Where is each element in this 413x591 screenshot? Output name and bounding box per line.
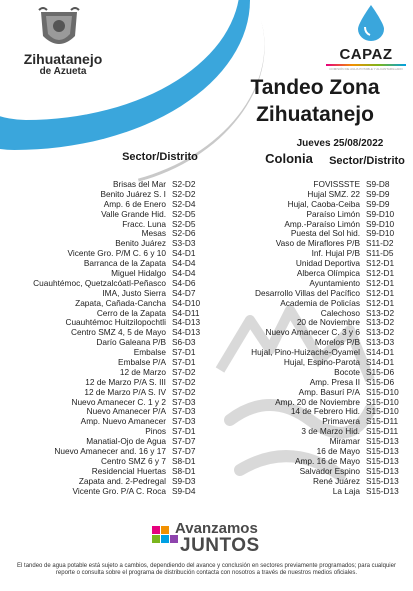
- footer-disclaimer: El tandeo de agua potable está sujeto a cambios, dependiendo del avance y conclusión en sectores previamente programados; para cualquier reporte o consulta sobre el programa de distribución contacta con nosotros a través de nuestros medios oficiales.: [17, 563, 396, 576]
- colonia-name: Nuevo Amanecer C. 1 y 2: [71, 396, 166, 407]
- sector-code: S4-D6: [172, 277, 196, 288]
- colonia-name: Barranca de la Zapata: [83, 258, 166, 269]
- colonia-name: Nuevo Amanecer P/A: [86, 406, 166, 417]
- colonia-name: Residencial Huertas: [91, 465, 166, 476]
- colonia-name: Zapata, Cañada-Cancha: [75, 297, 166, 308]
- colonia-name: FOVISSSTE: [313, 179, 360, 189]
- colonia-name: Bocote: [334, 366, 360, 377]
- avanzamos-text: Avanzamos: [175, 520, 258, 537]
- colonia-name: Alberca Olímpica: [296, 268, 360, 279]
- sector-code: S7-D1: [172, 357, 196, 368]
- colonia-name: Ayuntamiento: [309, 277, 360, 288]
- table-row: [0, 487, 166, 497]
- colonia-name: Cuauhtémoc, Quetzalcóatl-Peñasco: [33, 277, 166, 288]
- sector-code: S11-D2: [366, 238, 394, 249]
- colonia-name: Hujal, Espino-Parota: [283, 357, 360, 368]
- colonia-name: Vicente Gro. P/M C. 6 y 10: [67, 248, 166, 259]
- table-row: [0, 417, 166, 427]
- sector-code: S13-D2: [366, 327, 395, 338]
- sector-code: S8-D1: [172, 465, 196, 476]
- colonia-name: Centro SMZ 6 y 7: [100, 455, 166, 466]
- colonia-name: Nuevo Amanecer and. 16 y 17: [54, 446, 166, 457]
- sector-code: S7-D7: [172, 436, 196, 447]
- page-title-line2: Zihuatanejo: [256, 103, 374, 126]
- colonia-name: 3 de Marzo Hid.: [301, 426, 360, 437]
- right-codes-column: [366, 180, 406, 497]
- sector-code: S4-D13: [172, 327, 201, 338]
- colonia-name: Inf. Hujal P/B: [311, 248, 360, 259]
- water-drop-icon: [358, 5, 384, 41]
- town-subtitle: de Azueta: [39, 66, 87, 77]
- sector-code: S13-D2: [366, 307, 395, 318]
- juntos-text: JUNTOS: [180, 535, 260, 556]
- sector-code: S15-D13: [366, 465, 399, 476]
- colonia-name: Darío Galeana P/B: [96, 337, 166, 348]
- sector-code: S13-D3: [366, 337, 395, 348]
- sector-code: S2-D5: [172, 208, 196, 219]
- sector-code: S7-D1: [172, 347, 196, 358]
- colonia-name: Zapata and. 2-Pedregal: [78, 475, 166, 486]
- colonia-name: Hujal, Pino-Huizache-Oyamel: [251, 347, 360, 358]
- colonia-name: Nuevo Amanecer C. 3 y 6: [265, 327, 360, 338]
- sector-code: S12-D1: [366, 287, 395, 298]
- colonia-name: Unidad Deportiva: [295, 258, 360, 269]
- left-column-header: Sector/Distrito: [122, 151, 198, 163]
- sector-code: S3-D3: [172, 238, 196, 249]
- colonia-name: Amp. Presa II: [309, 376, 360, 387]
- sector-code: S4-D4: [172, 268, 196, 279]
- right-column-header: Sector/Distrito: [329, 155, 405, 167]
- sector-code: S15-D13: [366, 436, 399, 447]
- sector-code: S13-D2: [366, 317, 395, 328]
- sector-code: S2-D6: [172, 228, 196, 239]
- colonia-name: Amp. 6 de Enero: [103, 198, 166, 209]
- sector-code: S9-D10: [366, 218, 395, 229]
- sector-code: S7-D2: [172, 386, 196, 397]
- colonia-name: Miguel Hidalgo: [111, 268, 166, 279]
- sector-code: S2-D5: [172, 218, 196, 229]
- colonia-name: Amp. 16 de Mayo: [294, 455, 360, 466]
- sector-code: S6-D3: [172, 337, 196, 348]
- sector-code: S7-D1: [172, 426, 196, 437]
- colonia-name: Embalse P/A: [118, 357, 166, 368]
- sector-code: S15-D13: [366, 475, 399, 486]
- colonia-name: Desarrollo Villas del Pacífico: [255, 287, 360, 298]
- crest-icon: [37, 6, 81, 52]
- sector-code: S14-D1: [366, 357, 395, 368]
- table-row: [366, 487, 406, 497]
- sector-code: S4-D13: [172, 317, 201, 328]
- colonia-name: Calechoso: [320, 307, 360, 318]
- colonia-name: 12 de Marzo P/A S. III: [85, 376, 166, 387]
- sector-code: S7-D7: [172, 446, 196, 457]
- colonia-name: Primavera: [322, 416, 360, 427]
- sector-code: S11-D5: [366, 248, 394, 259]
- sector-code: S7-D2: [172, 376, 196, 387]
- colonia-name: Amp.-Paraíso Limón: [284, 218, 360, 229]
- colonia-name: Paraíso Limón: [306, 208, 360, 219]
- sector-code: S4-D4: [172, 258, 196, 269]
- sector-code: S15-D10: [366, 406, 399, 417]
- sector-code: S15-D6: [366, 376, 395, 387]
- sector-code: S8-D1: [172, 455, 196, 466]
- colonia-name: 12 de Marzo P/A S. IV: [84, 386, 166, 397]
- sector-code: S7-D3: [172, 406, 196, 417]
- colonia-name: Vaso de Miraflores P/B: [275, 238, 360, 249]
- sector-code: S15-D13: [366, 455, 399, 466]
- colonia-name: Embalse: [133, 347, 166, 358]
- sector-code: S4-D10: [172, 297, 201, 308]
- colonia-name: Manatial-Ojo de Agua: [86, 436, 166, 447]
- sector-code: S15-D13: [366, 446, 399, 457]
- sector-code: S12-D1: [366, 268, 395, 279]
- colonia-name: Salvador Espino: [299, 465, 360, 476]
- sector-code: S7-D2: [172, 366, 196, 377]
- colonia-name: Benito Juárez S. I: [100, 188, 166, 199]
- colonia-name: Amp. Nuevo Amanecer: [80, 416, 166, 427]
- sector-code: S9-D9: [366, 188, 390, 199]
- middle-column-header: Colonia: [265, 151, 313, 166]
- sector-code: S15-D13: [366, 485, 399, 496]
- sector-code: S15-D11: [366, 426, 399, 437]
- colonia-name: Fracc. Luna: [122, 218, 166, 229]
- sector-code: S2-D2: [172, 179, 196, 189]
- colonia-name: 20 de Noviembre: [296, 317, 360, 328]
- sector-code: S9-D10: [366, 228, 395, 239]
- colonia-name: Academia de Policías: [280, 297, 360, 308]
- sector-code: S2-D4: [172, 198, 196, 209]
- capaz-logo-tagline: COMISIÓN DE AGUA POTABLE Y ALCANTARILLADO: [329, 67, 403, 71]
- sector-code: S15-D10: [366, 386, 399, 397]
- colonia-name: IMA, Justo Sierra: [102, 287, 166, 298]
- table-row: [200, 487, 360, 497]
- sector-code: S15-D11: [366, 416, 399, 427]
- sector-code: S15-D6: [366, 366, 395, 377]
- colonia-name: Centro SMZ 4, 5 de Mayo: [71, 327, 166, 338]
- sector-code: S14-D1: [366, 347, 395, 358]
- colonia-name: Pinos: [145, 426, 166, 437]
- colonia-name: Mesas: [141, 228, 166, 239]
- colonia-name: 16 de Mayo: [316, 446, 360, 457]
- colonia-name: Benito Juárez: [115, 238, 166, 249]
- sector-code: S15-D10: [366, 396, 399, 407]
- sector-code: S9-D3: [172, 475, 196, 486]
- colonia-name: Hujal SMZ. 22: [307, 188, 360, 199]
- sector-code: S9-D8: [366, 179, 390, 189]
- colonia-name: 12 de Marzo: [119, 366, 166, 377]
- colonia-name: Morelos P/B: [314, 337, 360, 348]
- sector-code: S9-D4: [172, 485, 196, 496]
- sector-code: S12-D1: [366, 277, 395, 288]
- colonia-name: Brisas del Mar: [112, 179, 166, 189]
- colonia-name: Amp. Basurí P/A: [298, 386, 360, 397]
- colonia-name: Valle Grande Hid.: [101, 208, 166, 219]
- sector-code: S9-D10: [366, 208, 395, 219]
- colonia-name: La Laja: [332, 485, 360, 496]
- sector-code: S7-D3: [172, 416, 196, 427]
- capaz-logo: CAPAZ: [339, 46, 393, 63]
- left-names-column: [0, 180, 166, 497]
- colonia-name: Cuauhtémoc Huitzilopochtli: [65, 317, 166, 328]
- colonia-name: 14 de Febrero Hid.: [290, 406, 360, 417]
- colonia-name: Miramar: [329, 436, 360, 447]
- colonia-name: Puesta del Sol hid.: [290, 228, 360, 239]
- sector-code: S7-D3: [172, 396, 196, 407]
- sector-code: S9-D9: [366, 198, 390, 209]
- sector-code: S2-D2: [172, 188, 196, 199]
- sector-code: S4-D7: [172, 287, 196, 298]
- colonia-name: Amp. 20 de Noviembre: [275, 396, 360, 407]
- colonia-name: Cerro de la Zapata: [96, 307, 166, 318]
- colonia-name: Hujal, Caoba-Ceiba: [287, 198, 360, 209]
- schedule-date: Jueves 25/08/2022: [296, 138, 384, 149]
- colonia-name: René Juárez: [312, 475, 360, 486]
- sector-code: S4-D11: [172, 307, 200, 318]
- page-title-line1: Tandeo Zona: [250, 76, 380, 99]
- town-title: Zihuatanejo: [23, 51, 103, 67]
- sector-code: S4-D1: [172, 248, 196, 259]
- sector-code: S12-D1: [366, 297, 395, 308]
- capaz-logo-bar: [326, 64, 406, 66]
- sector-code: S12-D1: [366, 258, 395, 269]
- right-names-column: [200, 180, 360, 497]
- colonia-name: Vicente Gro. P/A C. Roca: [72, 485, 166, 496]
